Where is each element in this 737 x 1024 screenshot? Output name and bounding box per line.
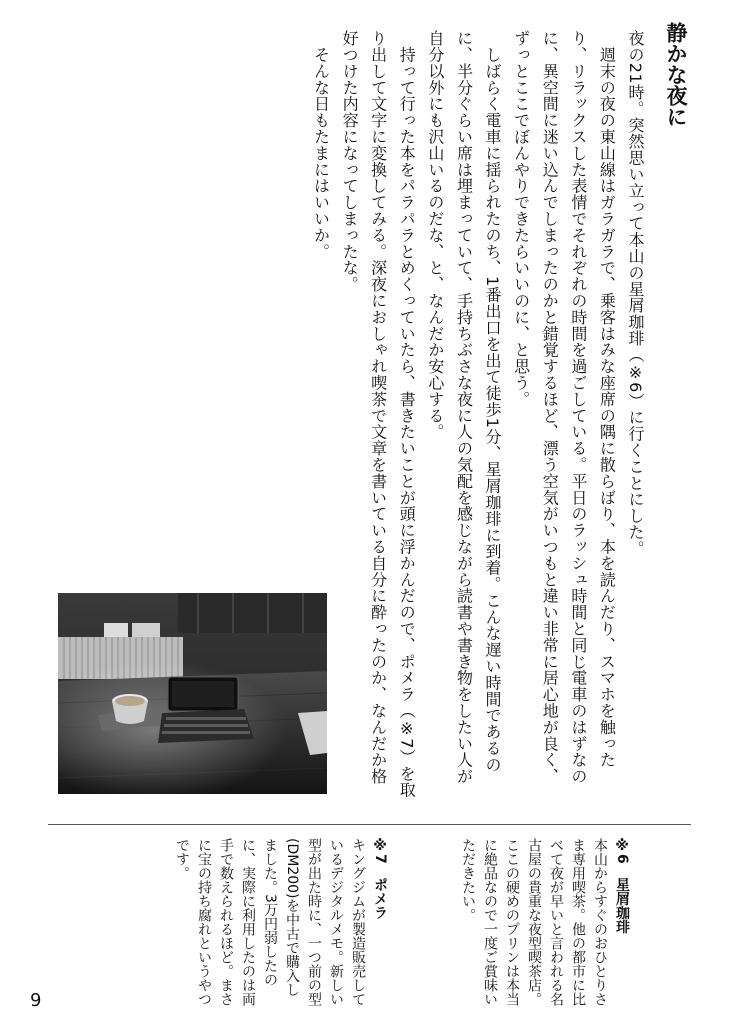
- note-7: [141, 838, 391, 1006]
- note-7-heading: ※7 ポメラ: [372, 838, 388, 920]
- note-6: [455, 838, 633, 1006]
- page-number: 9: [30, 990, 42, 1011]
- cafe-photo-icon: [58, 593, 327, 794]
- note-6-text: 本山からすぐのおひとりさま専用喫茶。他の都市に比べて夜が早いと言われる名古屋の貴重な夜型喫茶店。ここの硬めのプリンは本当に絶品なので一度ご賞味いただきたい。: [460, 838, 608, 1006]
- notes-divider: [48, 824, 691, 825]
- article-body: 夜の21時。突然思い立って本山の星屑珈琲（※6）に行くことにした。 週末の夜の東山線はガラガラで、乗客はみな座席の隅に散らばり、本を読んだり、スマホを触ったり、リラックスした表情でそれぞれの時間を過ごしている。平日のラッシュ時間と同じ電車のはずなのに、異空間に迷い込んでしまったのかと錯覚するほど、漂う空気がいつもと違い非常に居心地が良く、ずっとここでぼんやりできたらいいのに、と思う。 しばらく電車に揺られたのち、1番出口を出て徒歩1分、星屑珈琲に到着。こんな遅い時間であるのに、半分ぐらい席は埋まっていて、手持ちぶさな夜に人の気配を感じながら読書や書き物をしたい人が自分以外にも沢山いるのだな、と、なんだか安心する。 持って行った本をパラパラとめくっていたら、書きたいことが頭に浮かんだので、ポメラ（※7）を取り出して文字に変換してみる。深夜におしゃれ喫茶で文章を書いている自分に酔ったのか、なんだか格好つけた内容になってしまったな。 そんな日もたまにはいいか。: [311, 30, 645, 798]
- article-title: 静かな夜に: [664, 22, 688, 127]
- note-6-heading: ※6 星屑珈琲: [614, 838, 630, 934]
- note-7-text: キングジムが製造販売しているデジタルメモ。新しい型が出た時に、一つ前の型(DM200)を中古で購入しました。3万円弱したのに、実際に利用したのは両手で数えられるほど。まさに宝の持ち腐れというやつです。: [174, 838, 366, 1006]
- cafe-photo: [58, 593, 327, 794]
